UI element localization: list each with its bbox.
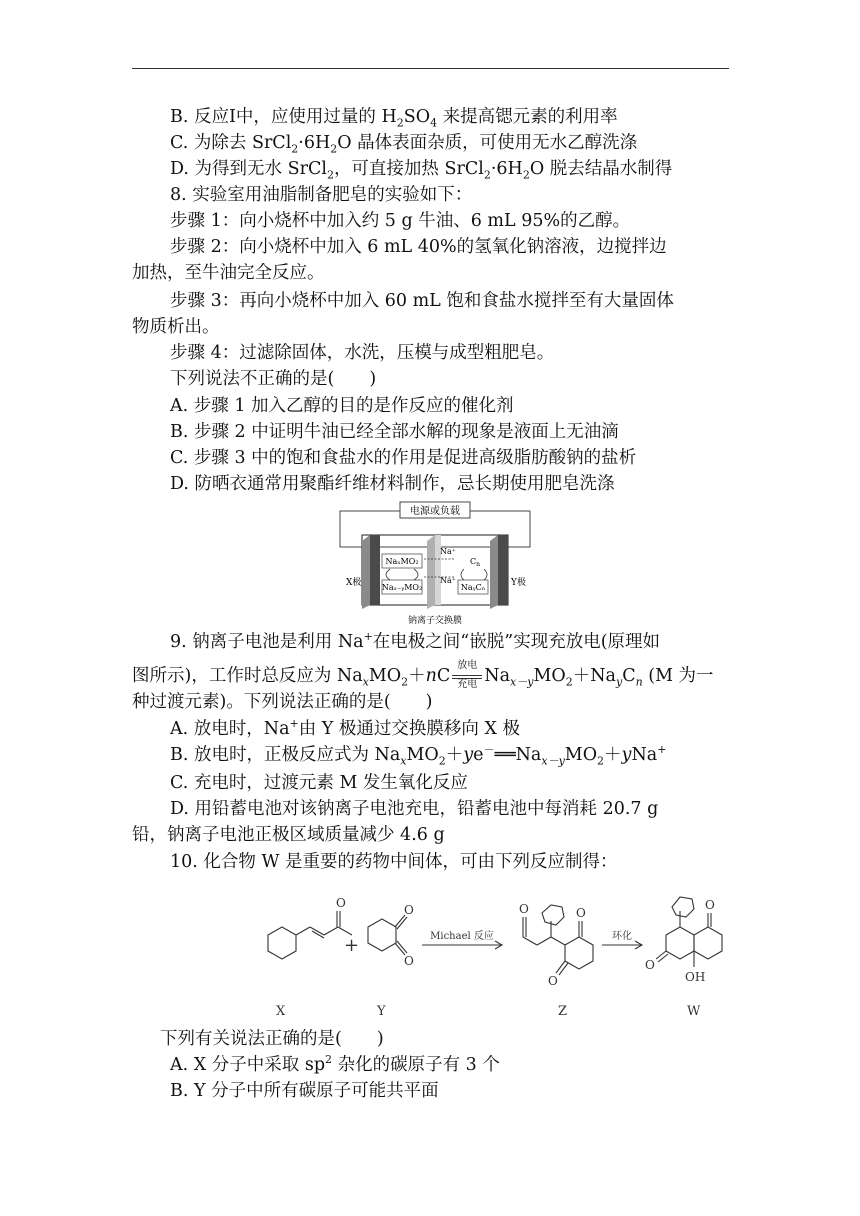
q7-option-b: B. 反应Ⅰ中，应使用过量的 $H_2SO_4$ 来提高锶元素的利用率 xyxy=(170,107,618,130)
q9-option-d-cont: 铅，钠离子电池正极区域质量减少 4.6 g xyxy=(132,825,445,845)
z-oxygen-left: O xyxy=(519,902,529,916)
power-label: 电源或负载 xyxy=(410,506,460,517)
q8-step4: 步骤 4：过滤除固体，水洗，压模与成型粗肥皂。 xyxy=(170,343,555,363)
left-top-species: NaₓMO₂ xyxy=(385,557,419,566)
cyclization-label: 环化 xyxy=(612,931,632,942)
na-ion-top: Na⁺ xyxy=(440,547,456,556)
x-pole-label: X极 xyxy=(346,578,362,588)
label-x: X xyxy=(276,1004,286,1019)
q8-option-c: C. 步骤 3 中的饱和食盐水的作用是促进高级脂肪酸钠的盐析 xyxy=(170,448,637,468)
q8-step2: 步骤 2：向小烧杯中加入 6 mL 40%的氢氧化钠溶液，边搅拌边 xyxy=(170,237,667,257)
q10-option-a: A. X 分子中采取 $sp^2$ 杂化的碳原子有 3 个 xyxy=(170,1053,500,1075)
q8-option-d: D. 防晒衣通常用聚酯纤维材料制作，忌长期使用肥皂洗涤 xyxy=(170,474,615,494)
q9-option-c: C. 充电时，过渡元素 M 发生氧化反应 xyxy=(170,773,468,793)
label-y: Y xyxy=(377,1004,386,1019)
left-bottom-species: Naₓ₋ᵧMO₂ xyxy=(381,583,423,592)
header-rule xyxy=(132,68,729,69)
y-ring xyxy=(368,919,396,951)
michael-label: Michael 反应 xyxy=(430,931,494,942)
membrane-label: 钠离子交换膜 xyxy=(407,616,463,626)
q9-stem-line3: 种过渡元素)。下列说法正确的是( ) xyxy=(132,692,433,712)
q8-step1: 步骤 1：向小烧杯中加入约 5 g 牛油、6 mL 95%的乙醇。 xyxy=(170,211,631,231)
q10-option-b: B. Y 分子中所有碳原子可能共平面 xyxy=(170,1081,439,1101)
x-oxygen: O xyxy=(336,896,346,910)
right-top-species: $C_n$ xyxy=(470,557,480,568)
w-left-ring xyxy=(666,927,694,959)
x-benzene-ring xyxy=(268,927,296,959)
y-oxygen-bottom: O xyxy=(404,954,414,968)
y-electrode xyxy=(490,535,498,609)
q8-stem: 8. 实验室用油脂制备肥皂的实验如下： xyxy=(170,185,473,205)
w-oxygen-left: O xyxy=(645,958,655,972)
w-right-ring xyxy=(694,927,722,959)
q8-ask: 下列说法不正确的是( ) xyxy=(170,369,377,389)
q7-option-c: C. 为除去 $SrCl_2\cdot 6H_2O$ 晶体表面杂质，可使用无水乙醇洗涤 xyxy=(170,133,638,156)
q9-stem-line2: 图所示)，工作时总反应为 $Na_xMO_2+nC$ 放电 充电 $Na_{x-y}MO_2+Na_yC_n$ (M 为一 xyxy=(132,659,714,690)
right-bottom-species: NaᵧCₙ xyxy=(460,583,486,592)
arrow-label-charge: 充电 xyxy=(457,678,478,690)
ion-exchange-membrane xyxy=(427,535,435,609)
battery-diagram xyxy=(330,497,540,627)
q9-option-a: A. 放电时，Na+由 Y 极通过交换膜移向 X 极 xyxy=(170,717,520,739)
q10-ask: 下列有关说法正确的是( ) xyxy=(160,1029,384,1049)
q9-option-d: D. 用铅蓄电池对该钠离子电池充电，铅蓄电池中每消耗 20.7 g xyxy=(170,799,659,819)
label-w: W xyxy=(687,1004,701,1019)
q8-step3: 步骤 3：再向小烧杯中加入 60 mL 饱和食盐水搅拌至有大量固体 xyxy=(170,291,674,311)
q8-step3-cont: 物质析出。 xyxy=(132,317,220,337)
z-oxygen-top: O xyxy=(576,906,586,920)
w-hydroxyl: OH xyxy=(685,970,706,984)
q8-option-b: B. 步骤 2 中证明牛油已经全部水解的现象是液面上无油滴 xyxy=(170,422,619,442)
reaction-scheme xyxy=(240,885,740,1023)
q10-stem: 10. 化合物 W 是重要的药物中间体，可由下列反应制得： xyxy=(170,852,618,872)
q8-step2-cont: 加热，至牛油完全反应。 xyxy=(132,263,325,283)
w-oxygen-right: O xyxy=(705,898,715,912)
reversible-arrow xyxy=(450,659,484,690)
q8-option-a: A. 步骤 1 加入乙醇的目的是作反应的催化剂 xyxy=(170,396,514,416)
q9-option-b: B. 放电时，正极反应式为 $Na_xMO_2+ye^-══Na_{x-y}MO_2+yNa^+$ xyxy=(170,743,667,768)
na-ion-bottom: Na⁺ xyxy=(440,576,456,585)
y-oxygen-top: O xyxy=(404,903,414,917)
q9-stem-line1: 9. 钠离子电池是利用 Na+在电极之间“嵌脱”实现充放电(原理如 xyxy=(170,630,661,652)
w-benzene-ring xyxy=(672,897,694,917)
z-benzene-ring xyxy=(542,905,564,925)
plus-sign: + xyxy=(344,935,360,956)
z-dione-ring xyxy=(565,937,593,969)
x-electrode xyxy=(362,535,370,609)
arrow-label-discharge: 放电 xyxy=(457,659,478,671)
label-z: Z xyxy=(558,1004,568,1019)
q7-option-d: D. 为得到无水 SrCl$_2$，可直接加热 $SrCl_2\cdot 6H_2O$ 脱去结晶水制得 xyxy=(170,159,673,182)
z-oxygen-bottom: O xyxy=(548,974,558,988)
y-pole-label: Y极 xyxy=(511,578,526,588)
